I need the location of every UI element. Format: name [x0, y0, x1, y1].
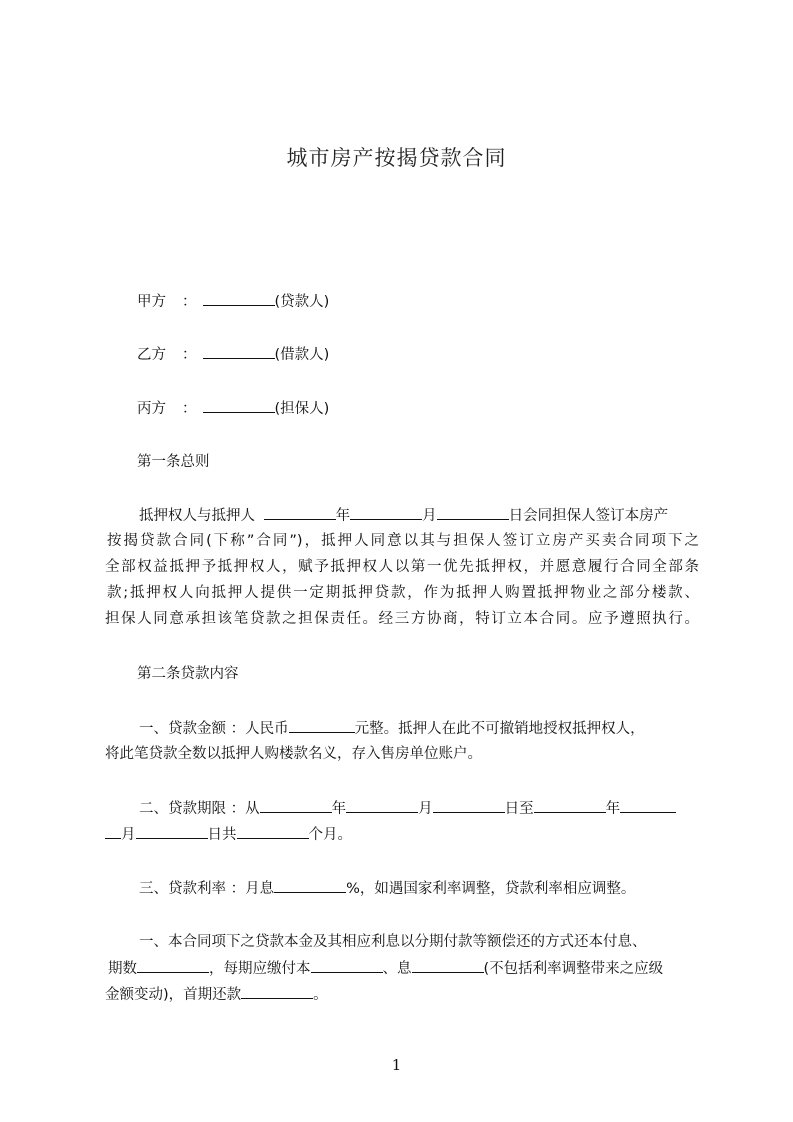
fill-blank	[346, 798, 418, 813]
party-role: (担保人)	[274, 401, 330, 417]
party-label: 甲方	[137, 294, 166, 310]
party-separator: ：	[182, 347, 197, 363]
article-1-line-3: 全部权益抵押予抵押权人，赋予抵押权人以第一优先抵押权，并愿意履行合同全部条	[105, 559, 699, 575]
fill-blank	[137, 958, 209, 973]
loan-term-line-2: 月 日共 个月。	[105, 824, 352, 845]
party-role: (贷款人)	[274, 294, 330, 310]
party-b-line	[137, 344, 329, 365]
fill-blank	[620, 798, 676, 813]
fill-blank	[260, 798, 332, 813]
party-c-line	[137, 398, 329, 419]
fill-blank	[534, 798, 606, 813]
fill-blank	[412, 958, 484, 973]
interest-rate-line: 三、贷款利率 ：月息 %，如遇国家利率调整，贷款利率相应调整。	[139, 878, 635, 899]
fill-blank	[433, 798, 505, 813]
party-separator: ：	[182, 294, 197, 310]
fill-blank	[203, 398, 275, 413]
fill-blank	[264, 505, 336, 520]
fill-blank	[241, 984, 313, 999]
party-label: 丙方	[137, 401, 166, 417]
fill-blank	[274, 878, 346, 893]
loan-amount-line-1: 一、贷款金额 ：人民币 元整。抵押人在此不可撤销地授权抵押权人，	[139, 718, 645, 739]
article-1-line-1: 抵押权人与抵押人 年 月 日会同担保人签订本房产	[139, 505, 668, 526]
page-number: 1	[391, 1056, 402, 1074]
fill-blank	[237, 824, 309, 839]
document-title: 城市房产按揭贷款合同	[286, 146, 507, 170]
repayment-line-3: 金额变动)，首期还款 。	[105, 984, 328, 1005]
fill-blank	[289, 718, 355, 733]
fill-blank	[203, 291, 275, 306]
article-1-line-2: 按揭贷款合同(下称”合同”)，抵押人同意以其与担保人签订立房产买卖合同项下之	[107, 533, 699, 549]
fill-blank	[136, 824, 208, 839]
fill-blank	[350, 505, 422, 520]
repayment-line-1: 一、本合同项下之贷款本金及其相应利息以分期付款等额偿还的方式还本付息、	[139, 934, 647, 950]
fill-blank	[203, 344, 275, 359]
article-2-heading: 第二条贷款内容	[137, 666, 239, 682]
fill-blank	[105, 824, 121, 839]
fill-blank	[311, 958, 383, 973]
article-1-line-4: 款;抵押权人向抵押人提供一定期抵押贷款，作为抵押人购置抵押物业之部分楼款、	[107, 585, 699, 601]
fill-blank	[437, 505, 509, 520]
party-a-line	[137, 291, 329, 312]
party-label: 乙方	[137, 347, 166, 363]
repayment-line-2: 期数 ，每期应缴付本 、息 (不包括利率调整带来之应级	[108, 958, 663, 979]
party-role: (借款人)	[274, 347, 330, 363]
article-1-heading: 第一条总则	[137, 454, 210, 470]
loan-amount-line-2: 将此笔贷款全数以抵押人购楼款名义，存入售房单位账户。	[105, 746, 482, 762]
party-separator: ：	[182, 401, 197, 417]
loan-term-line-1: 二、贷款期限 ：从 年 月 日至 年	[139, 798, 676, 819]
article-1-line-5: 担保人同意承担该笔贷款之担保责任。经三方协商，特订立本合同。应予遵照执行。	[105, 611, 699, 627]
